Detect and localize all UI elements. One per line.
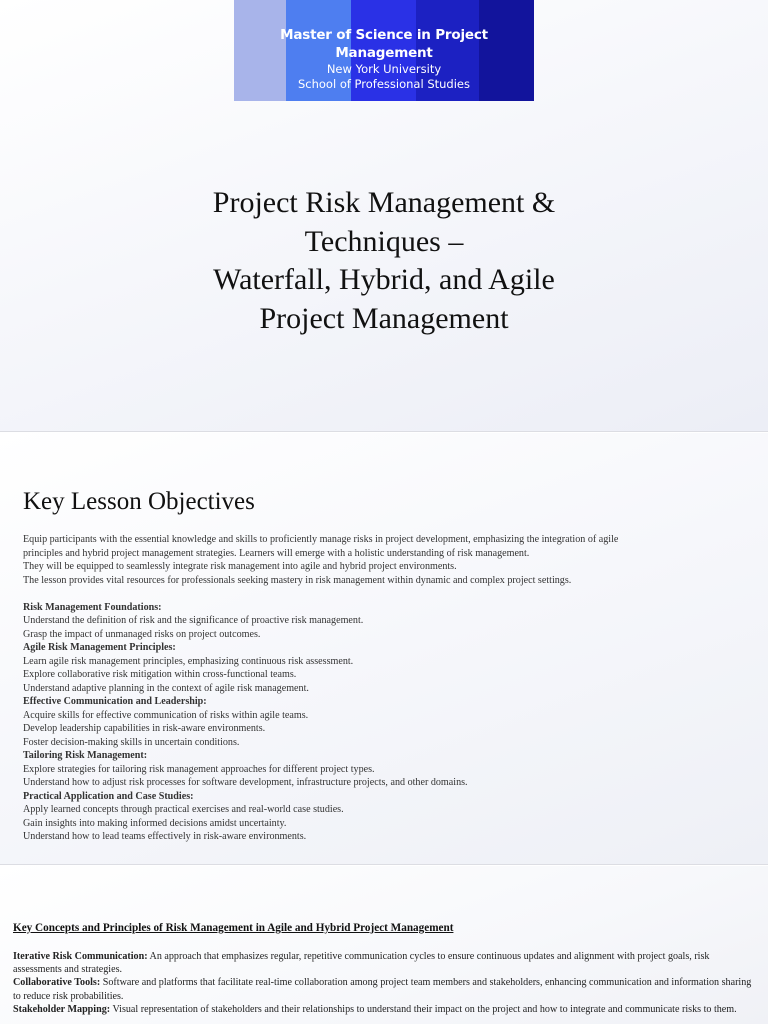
objective-section-heading: Risk Management Foundations: [23,601,162,613]
program-name: Master of Science in Project Management [280,27,488,61]
concept-definition: Software and platforms that facilitate real-time collaboration among project team members and stakeholders, enhancing communication and information sharing to reduce risk probabilities. [13,977,752,1002]
objective-section-heading: Effective Communication and Leadership: [23,696,207,707]
objective-point: Understand adaptive planning in the context of agile risk management. [23,682,309,694]
concept-definition: An approach that emphasizes regular, repetitive communication cycles to ensure continuous updates and alignment with project goals, risk assessments and strategies. [13,951,710,976]
concept-term: Iterative Risk Communication: [13,951,148,962]
title-line: Project Risk Management & [212,186,556,219]
objective-section-heading: Practical Application and Case Studies: [23,790,194,802]
presentation-title [0,184,768,338]
title-line: Techniques – [304,224,464,258]
intro-line: Equip participants with the essential knowledge and skills to proficiently manage risks in project development, emphasizing the integration of agile [23,534,619,545]
concept-term: Collaborative Tools: [13,977,101,989]
objective-point: Develop leadership capabilities in risk-aware environments. [23,723,266,734]
objective-point: Understand how to adjust risk processes for software development, infrastructure projects, and other domains. [23,777,468,788]
title-line: Project Management [259,301,509,335]
concept-item [13,950,758,976]
objective-point: Explore strategies for tailoring risk management approaches for different project types. [23,763,375,775]
intro-line: principles and hybrid project management strategies. Learners will emerge with a holistic understanding of risk management. [23,547,530,559]
objective-section-heading: Agile Risk Management Principles: [23,642,176,653]
concept-definition: Visual representation of stakeholders and their relationships to understand their impact on the project and how to integrate and communicate risks to them. [110,1003,737,1015]
intro-line: The lesson provides vital resources for professionals seeking mastery in risk management within dynamic and complex project settings. [23,574,572,586]
objective-point: Apply learned concepts through practical exercises and real-world case studies. [23,804,344,815]
concept-item [13,976,758,1002]
concepts-body [13,950,758,1016]
concepts-heading: Key Concepts and Principles of Risk Management in Agile and Hybrid Project Management [13,922,454,934]
university-name: New York University [326,62,442,76]
objectives-heading: Key Lesson Objectives [23,488,255,515]
title-line: Waterfall, Hybrid, and Agile [213,263,555,296]
objective-point: Acquire skills for effective communication of risks within agile teams. [23,709,309,721]
objective-point: Understand the definition of risk and the significance of proactive risk management. [23,615,364,626]
objective-section-heading: Tailoring Risk Management: [23,750,148,761]
concept-term: Stakeholder Mapping: [13,1003,111,1015]
objective-point: Learn agile risk management principles, emphasizing continuous risk assessment. [23,655,354,667]
objective-point: Foster decision-making skills in uncertain conditions. [23,736,240,748]
spacer [23,587,743,601]
school-name: School of Professional Studies [297,77,470,91]
title-slide [0,0,768,432]
banner-text [234,26,534,92]
objective-point: Explore collaborative risk mitigation within cross-functional teams. [23,669,297,680]
objective-point: Gain insights into making informed decisions amidst uncertainty. [23,817,287,829]
concepts-slide [0,866,768,1024]
concept-item [13,1003,758,1016]
intro-line: They will be equipped to seamlessly integrate risk management into agile and hybrid project environments. [23,561,457,572]
objective-point: Understand how to lead teams effectively in risk-aware environments. [23,831,307,842]
objectives-body [23,533,743,844]
objective-point: Grasp the impact of unmanaged risks on project outcomes. [23,628,261,640]
objectives-slide [0,433,768,865]
